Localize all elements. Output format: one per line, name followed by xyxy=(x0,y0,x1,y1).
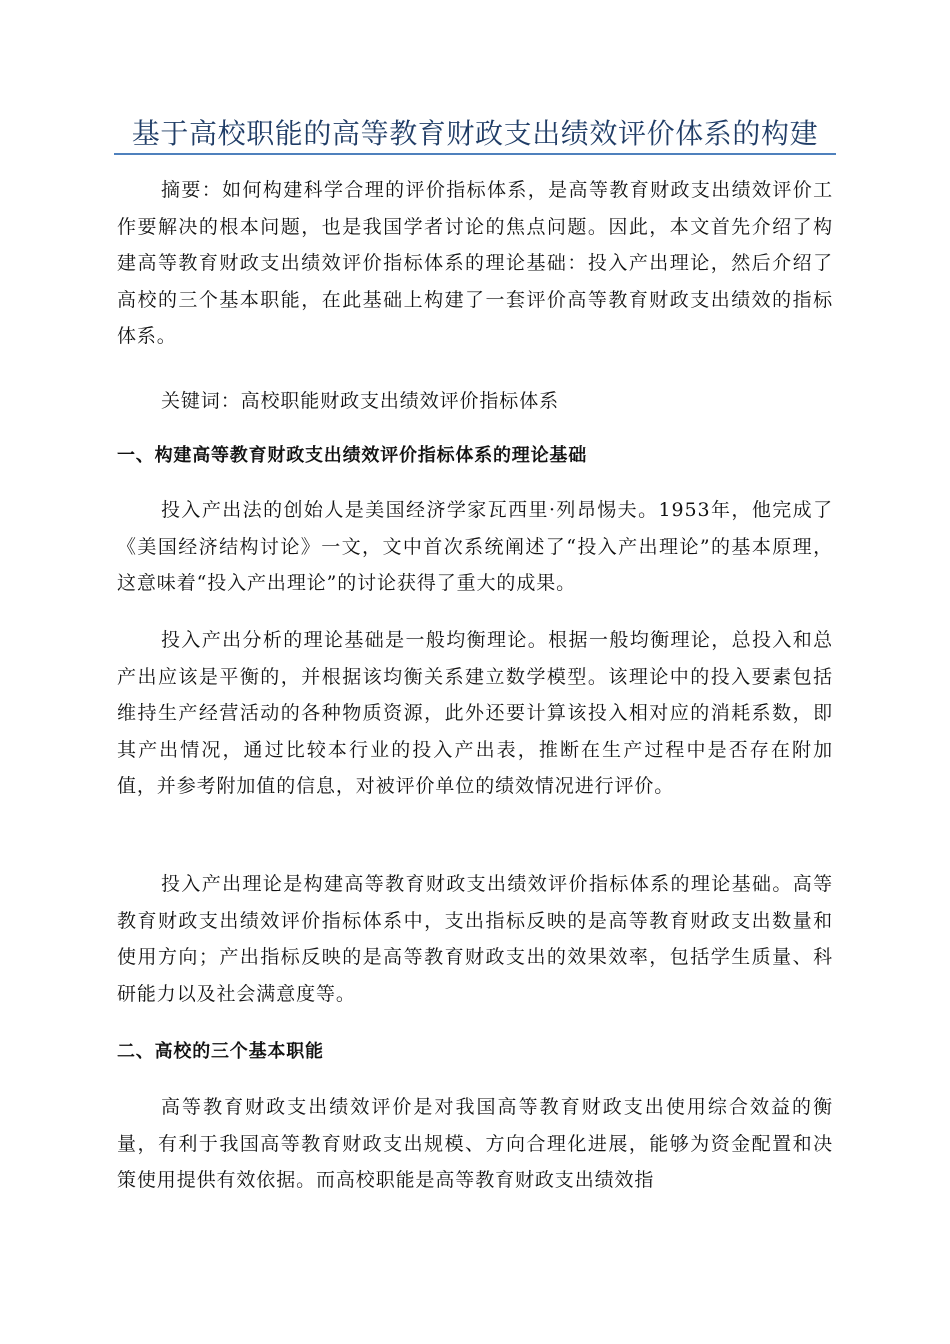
section-heading-2: 二、高校的三个基本职能 xyxy=(117,1041,324,1062)
document-title: 基于高校职能的高等教育财政支出绩效评价体系的构建 xyxy=(131,117,819,150)
section-heading-1: 一、构建高等教育财政支出绩效评价指标体系的理论基础 xyxy=(117,445,587,466)
section2-paragraph-1: 高等教育财政支出绩效评价是对我国高等教育财政支出使用综合效益的衡量，有利于我国高等教育财政支出规模、方向合理化进展，能够为资金配置和决策使用提供有效依据。而高校职能是高等教育财政支出绩效指 xyxy=(117,1096,833,1191)
abstract-paragraph: 摘要：如何构建科学合理的评价指标体系，是高等教育财政支出绩效评价工作要解决的根本问题，也是我国学者讨论的焦点问题。因此，本文首先介绍了构建高等教育财政支出绩效评价指标体系的理论基础：投入产出理论，然后介绍了高校的三个基本职能，在此基础上构建了一套评价高等教育财政支出绩效的指标体系。 xyxy=(117,179,833,347)
section1-paragraph-2: 投入产出分析的理论基础是一般均衡理论。根据一般均衡理论，总投入和总产出应该是平衡的，并根据该均衡关系建立数学模型。该理论中的投入要素包括维持生产经营活动的各种物质资源，此外还要计算该投入相对应的消耗系数，即其产出情况，通过比较本行业的投入产出表，推断在生产过程中是否存在附加值，并参考附加值的信息，对被评价单位的绩效情况进行评价。 xyxy=(117,629,833,797)
title-underline xyxy=(114,153,836,155)
keywords-line: 关键词：高校职能财政支出绩效评价指标体系 xyxy=(161,390,560,412)
section1-paragraph-3: 投入产出理论是构建高等教育财政支出绩效评价指标体系的理论基础。高等教育财政支出绩效评价指标体系中，支出指标反映的是高等教育财政支出数量和使用方向；产出指标反映的是高等教育财政支出的效果效率，包括学生质量、科研能力以及社会满意度等。 xyxy=(117,873,833,1005)
section1-paragraph-1: 投入产出法的创始人是美国经济学家瓦西里·列昂惕夫。1953年，他完成了《美国经济结构讨论》一文，文中首次系统阐述了“投入产出理论”的基本原理，这意味着“投入产出理论”的讨论获得了重大的成果。 xyxy=(117,499,833,594)
